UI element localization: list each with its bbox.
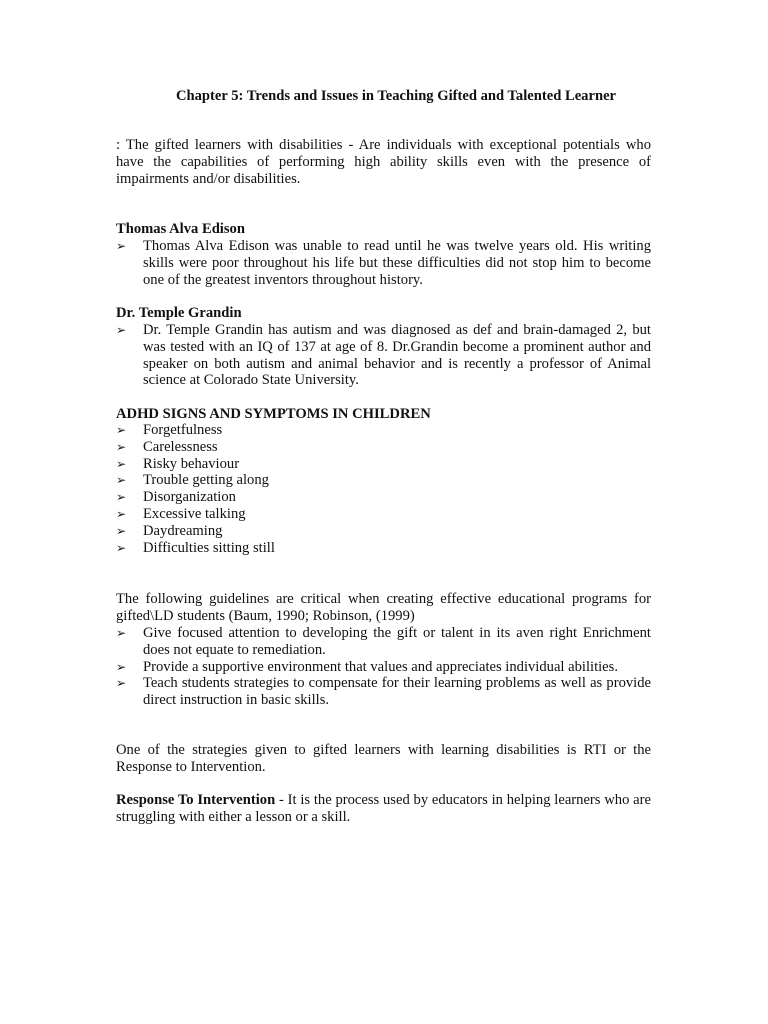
adhd-symptom-list xyxy=(116,422,651,556)
arrow-bullet-icon: ➢ xyxy=(116,456,127,471)
rti-definition-paragraph xyxy=(116,792,651,826)
list-item xyxy=(116,540,651,557)
list-item xyxy=(116,659,651,676)
arrow-bullet-icon: ➢ xyxy=(116,473,127,488)
list-item xyxy=(116,523,651,540)
grandin-heading: Dr. Temple Grandin xyxy=(116,305,242,321)
list-item xyxy=(116,238,651,288)
list-item-text: Daydreaming xyxy=(143,522,223,539)
list-item-text: Dr. Temple Grandin has autism and was diagnosed as def and brain-damaged 2, but was tested with an IQ of 137 at age of 8. Dr.Grandin become a prominent author and speaker on both autism and animal behavior and is recently a professor of Animal science at Colorado State University. xyxy=(143,322,651,389)
arrow-bullet-icon: ➢ xyxy=(116,506,127,521)
list-item-text: Thomas Alva Edison was unable to read until he was twelve years old. His writing skills were poor throughout his life but these difficulties did not stop him to become one of the greatest inventors throughout history. xyxy=(143,238,651,288)
list-item xyxy=(116,439,651,456)
list-item-text: Give focused attention to developing the gift or talent in its aven right Enrichment does not equate to remediation. xyxy=(143,625,651,658)
arrow-bullet-icon: ➢ xyxy=(116,626,127,640)
arrow-bullet-icon: ➢ xyxy=(116,523,127,538)
edison-bullet-list xyxy=(116,238,651,288)
arrow-bullet-icon: ➢ xyxy=(116,439,127,454)
list-item xyxy=(116,322,651,389)
page-title: Chapter 5: Trends and Issues in Teaching Gifted and Talented Learner xyxy=(175,88,617,104)
arrow-bullet-icon: ➢ xyxy=(116,239,127,253)
rti-definition-text: - It is the process used by educators in helping learners who are struggling with either a lesson or a skill. xyxy=(116,792,651,825)
list-item-text: Provide a supportive environment that values and appreciates individual abilities. xyxy=(143,658,618,675)
list-item-text: Teach students strategies to compensate for their learning problems as well as provide direct instruction in basic skills. xyxy=(143,675,651,709)
list-item-text: Forgetfulness xyxy=(143,422,223,438)
arrow-bullet-icon: ➢ xyxy=(116,323,127,337)
guidelines-intro: The following guidelines are critical when creating effective educational programs for gifted\LD students (Baum, 1990; Robinson, (1999) xyxy=(116,591,651,624)
list-item-text: Excessive talking xyxy=(143,505,246,522)
list-item-text: Risky behaviour xyxy=(143,455,240,472)
list-item xyxy=(116,506,651,523)
list-item xyxy=(116,472,651,489)
list-item xyxy=(116,489,651,506)
list-item xyxy=(116,422,651,439)
list-item xyxy=(116,675,651,709)
intro-paragraph: : The gifted learners with disabilities - Are individuals with exceptional potentials who have the capabilities of performing high ability skills even with the presence of impairments and/or disabilities. xyxy=(116,137,651,187)
list-item-text: Carelessness xyxy=(143,438,218,455)
arrow-bullet-icon: ➢ xyxy=(116,490,127,505)
arrow-bullet-icon: ➢ xyxy=(116,676,127,691)
list-item-text: Disorganization xyxy=(143,489,236,506)
arrow-bullet-icon: ➢ xyxy=(116,659,127,674)
list-item xyxy=(116,625,651,659)
rti-term: Response To Intervention xyxy=(116,792,276,808)
guidelines-list xyxy=(116,625,651,709)
arrow-bullet-icon: ➢ xyxy=(116,540,127,555)
list-item xyxy=(116,456,651,473)
grandin-bullet-list xyxy=(116,322,651,389)
adhd-heading: ADHD SIGNS AND SYMPTOMS IN CHILDREN xyxy=(116,406,431,422)
arrow-bullet-icon: ➢ xyxy=(116,423,127,437)
list-item-text: Trouble getting along xyxy=(143,472,269,489)
edison-heading: Thomas Alva Edison xyxy=(116,221,245,237)
list-item-text: Difficulties sitting still xyxy=(143,539,275,556)
rti-intro-paragraph: One of the strategies given to gifted learners with learning disabilities is RTI or the Response to Intervention. xyxy=(116,742,651,775)
